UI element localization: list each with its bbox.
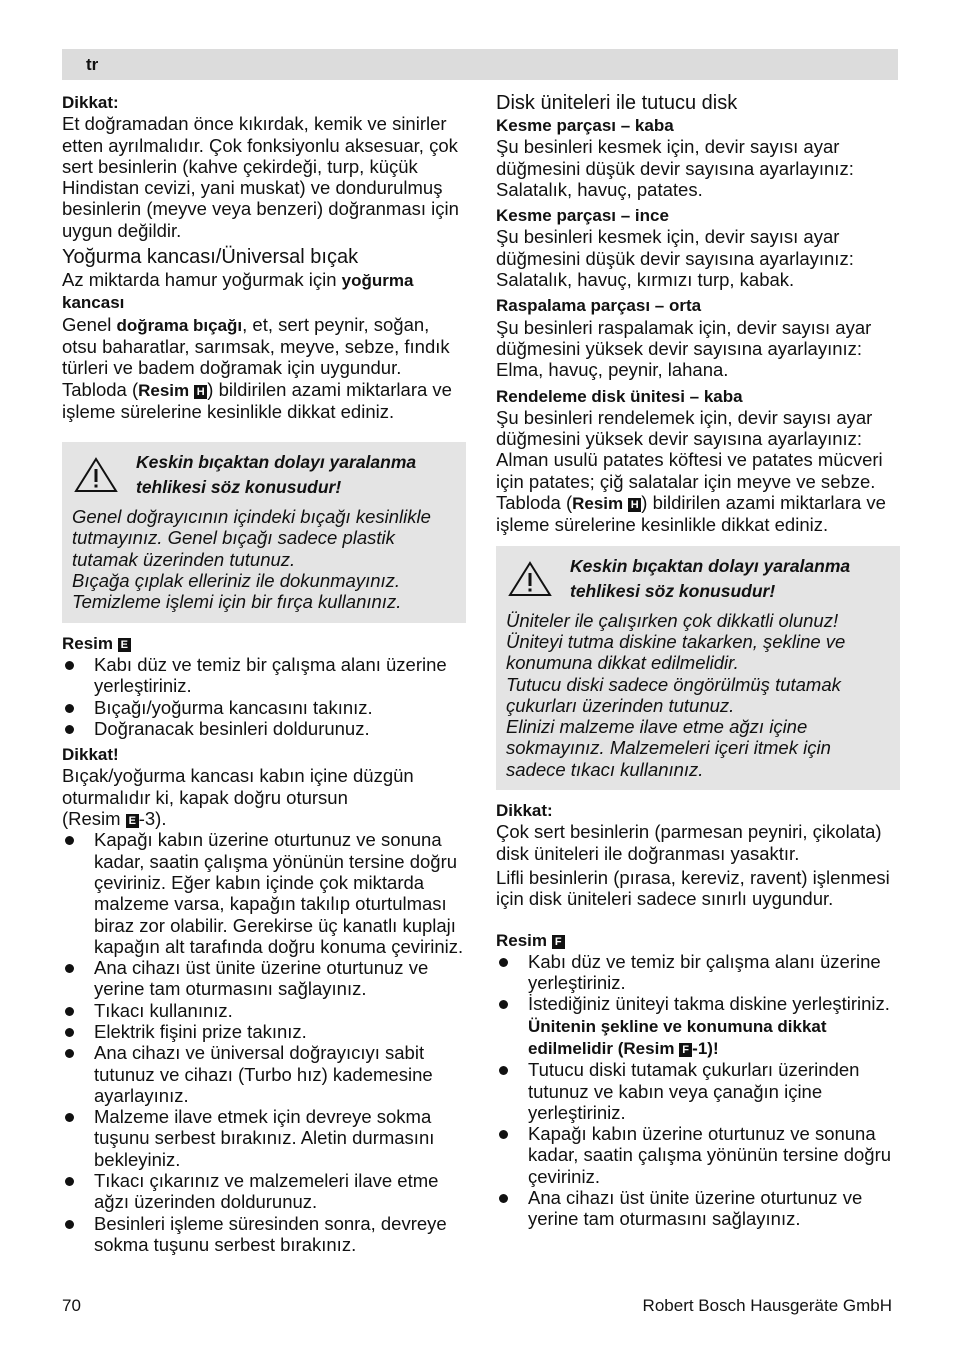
warning-text-2: Tutucu diski sadece öngörülmüş tutamak çukurları üzerinden tutunuz. <box>506 673 841 716</box>
subsection-heading: Rendeleme disk ünitesi – kaba <box>496 386 743 406</box>
list-item: Besinleri işleme süresinden sonra, devreye sokma tuşunu serbest bırakınız. <box>62 1213 466 1256</box>
figure-key: E <box>118 638 131 652</box>
list-item: Bıçağı/yoğurma kancasını takınız. <box>62 697 466 718</box>
subsection-heading: Kesme parçası – ince <box>496 206 669 226</box>
caution-heading: Dikkat: <box>62 93 119 112</box>
figure-key: H <box>194 385 207 399</box>
list-item: Tutucu diski tutamak çukurları üzerinden tutunuz ve kabın veya çanağın içine yerleştiriniz. <box>496 1059 900 1123</box>
kneading-hook-text: Az miktarda hamur yoğurmak için yoğurma kancası <box>62 269 414 313</box>
section-heading: Disk üniteleri ile tutucu disk <box>496 92 738 114</box>
list-item: İstediğiniz üniteyi takma diskine yerleştiriniz. Ünitenin şekline ve konumuna dikkat edilmelidir (Resim F -1)! <box>496 993 900 1059</box>
list-item: Doğranacak besinleri doldurunuz. <box>62 718 466 739</box>
warning-triangle-icon <box>74 456 118 494</box>
warning-text-1: Üniteler ile çalışırken çok dikkatli olunuz! Üniteyi tutma diskine takarken, şekline ve konumuna dikkat edilmelidir. <box>506 609 846 674</box>
steps-list-1 <box>62 654 466 739</box>
list-item: Kabı düz ve temiz bir çalışma alanı üzerine yerleştiriniz. <box>496 951 900 994</box>
caution-ref: (Resim E -3). <box>62 808 167 830</box>
list-item: Ana cihazı üst ünite üzerine oturtunuz ve yerine tam oturmasını sağlayınız. <box>496 1187 900 1230</box>
list-item: Ana cihazı ve üniversal doğrayıcıyı sabit tutunuz ve cihazı (Turbo hız) kademesine ayarlayınız. <box>62 1042 466 1106</box>
subsection-text: Şu besinleri kesmek için, devir sayısı ayar düğmesini düşük devir sayısına ayarlayınız: Salatalık, havuç, patates. <box>496 136 854 200</box>
subsection-heading: Kesme parçası – kaba <box>496 116 674 135</box>
figure-key: H <box>628 498 641 512</box>
list-item: Tıkacı çıkarınız ve malzemeleri ilave etme ağzı üzerinden doldurunuz. <box>62 1170 466 1213</box>
list-item: Kapağı kabın üzerine oturtunuz ve sonuna kadar, saatin çalışma yönünün tersine doğru çeviriniz. <box>496 1123 900 1187</box>
caution-text-1: Çok sert besinlerin (parmesan peyniri, çikolata) disk üniteleri ile doğranması yasaktır. <box>496 821 882 864</box>
warning-triangle-icon <box>508 560 552 598</box>
subsection-text: Şu besinleri raspalamak için, devir sayısı ayar düğmesini yüksek devir sayısına ayarlayınız: Elma, havuç, peynir, lahana. <box>496 316 872 381</box>
list-item: Kapağı kabın üzerine oturtunuz ve sonuna kadar, saatin çalışma yönünün tersine doğru çeviriniz. Eğer kabın içinde çok miktarda malzeme varsa, kapağın takılıp oturtulması biraz zor olabilir. Gerekirse üç kanatlı kuplajı kapağın alt tarafında doğru konuma çeviriniz. <box>62 829 466 957</box>
figure-key: F <box>679 1043 692 1057</box>
warning-heading: Keskin bıçaktan dolayı yaralanma tehlikesi söz konusudur! <box>506 554 890 604</box>
warning-text-2: Bıçağa çıplak elleriniz ile dokunmayınız. Temizleme işlemi için bir fırça kullanınız. <box>72 570 402 613</box>
warning-text-1: Genel doğrayıcının içindeki bıçağı kesinlikle tutmayınız. Genel bıçağı sadece plastik tutamak üzerinden tutunuz. <box>72 506 431 570</box>
list-item: Ana cihazı üst ünite üzerine oturtunuz ve yerine tam oturmasını sağlayınız. <box>62 957 466 1000</box>
list-item: Tıkacı kullanınız. <box>62 1000 466 1021</box>
section-heading: Yoğurma kancası/Üniversal bıçak <box>62 246 359 269</box>
caution-text-2: Lifli besinlerin (pırasa, kereviz, ravent) işlenmesi için disk üniteleri sadece sınırlı uygundur. <box>496 866 890 910</box>
subsection-heading: Raspalama parçası – orta <box>496 296 702 316</box>
table-note: Tabloda (Resim H ) bildirilen azami miktarlara ve işleme sürelerine kesinlikle dikkat ediniz. <box>496 492 886 536</box>
figure-key: E <box>126 814 139 828</box>
left-column <box>62 92 466 1255</box>
right-column <box>496 92 900 1230</box>
caution-heading-2: Dikkat! <box>62 745 119 765</box>
steps-list-2 <box>62 829 466 1255</box>
table-note: Tabloda (Resim H ) bildirilen azami miktarlara ve işleme sürelerine kesinlikle dikkat ediniz. <box>62 378 452 422</box>
list-item: Kabı düz ve temiz bir çalışma alanı üzerine yerleştiriniz. <box>62 654 466 697</box>
page-number: 70 <box>62 1296 81 1315</box>
blade-text: Genel doğrama bıçağı, et, sert peynir, soğan, otsu baharatlar, sarımsak, meyve, sebze, fındık türleri ve badem doğramak için uygundur. <box>62 313 450 379</box>
warning-box <box>62 442 466 622</box>
list-item: Malzeme ilave etmek için devreye sokma tuşunu serbest bırakınız. Aletin durmasını bekleyiniz. <box>62 1106 466 1170</box>
figure-key: F <box>552 935 565 949</box>
list-item: Elektrik fişini prize takınız. <box>62 1021 466 1042</box>
warning-box <box>496 546 900 790</box>
figure-heading: Resim F <box>496 930 900 951</box>
warning-text-3: Elinizi malzeme ilave etme ağzı içine sokmayınız. Malzemeleri içeri itmek için sadece tıkacı kullanınız. <box>506 716 831 780</box>
caution-text: Et doğramadan önce kıkırdak, kemik ve sinirler etten ayrılmalıdır. Çok fonksiyonlu aksesuar, çok sert besinlerin (kahve çekirdeği, turp, küçük Hindistan cevizi, yani muskat) ve dondurulmuş besinlerin (meyve veya benzeri) doğranması için uygun değildir. <box>62 113 459 241</box>
caution-heading: Dikkat: <box>496 801 553 821</box>
language-bar <box>62 49 898 80</box>
company-name: Robert Bosch Hausgeräte GmbH <box>642 1296 892 1315</box>
figure-heading: Resim E <box>62 633 466 654</box>
language-code: tr <box>86 55 99 74</box>
steps-list <box>496 951 900 1230</box>
caution-text-2: Bıçak/yoğurma kancası kabın içine düzgün oturmalıdır ki, kapak doğru otursun <box>62 765 414 808</box>
subsection-text: Şu besinleri rendelemek için, devir sayısı ayar düğmesini yüksek devir sayısına ayarlayınız: Alman usulü patates köftesi ve patates mücveri için patates; çiğ salatalar için meyve ve sebze. <box>496 406 883 492</box>
subsection-text: Şu besinleri kesmek için, devir sayısı ayar düğmesini düşük devir sayısına ayarlayınız: Salatalık, havuç, kırmızı turp, kabak. <box>496 226 854 291</box>
warning-heading: Keskin bıçaktan dolayı yaralanma tehlikesi söz konusudur! <box>72 450 456 500</box>
